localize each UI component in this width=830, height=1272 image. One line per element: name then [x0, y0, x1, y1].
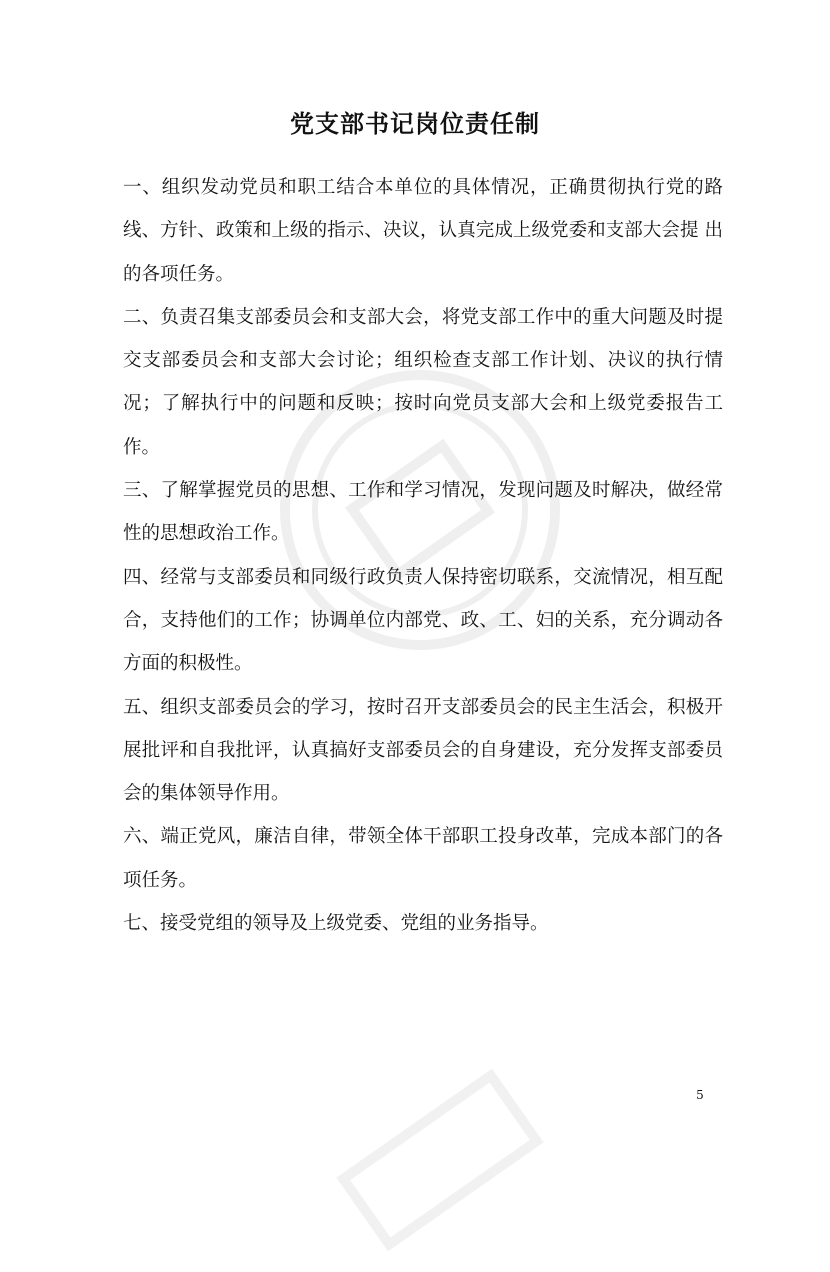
- paragraph-7: 七、接受党组的领导及上级党委、党组的业务指导。: [123, 913, 549, 935]
- paragraph-6: 六、端正党风，廉洁自律，带领全体干部职工投身改革，完成本部门的各项任务。: [123, 826, 723, 891]
- paragraph-2: 二、负责召集支部委员会和支部大会，将党支部工作中的重大问题及时提交支部委员会和支部大会讨论；组织检查支部工作计划、决议的执行情况；了解执行中的问题和反映；按时向党员支部大会和上级党委报告工作。: [123, 306, 723, 458]
- paragraph-1: 一、组织发动党员和职工结合本单位的具体情况，正确贯彻执行党的路线、方针、政策和上级的指示、决议，认真完成上级党委和支部大会提 出的各项任务。: [123, 177, 723, 285]
- paragraph-5: 五、组织支部委员会的学习，按时召开支部委员会的民主生活会，积极开展批评和自我批评，认真搞好支部委员会的自身建设，充分发挥支部委员会的集体领导作用。: [123, 696, 723, 805]
- paragraph-4: 四、经常与支部委员和同级行政负责人保持密切联系，交流情况，相互配合，支持他们的工作；协调单位内部党、政、工、妇的关系，充分调动各方面的积极性。: [123, 566, 723, 675]
- page-number: 5: [696, 1088, 704, 1102]
- document-title: 党支部书记岗位责任制: [290, 109, 540, 138]
- paragraph-3: 三、了解掌握党员的思想、工作和学习情况，发现问题及时解决，做经常性的思想政治工作。: [123, 480, 723, 545]
- watermark-fragment-icon: [315, 1048, 564, 1272]
- document-body: [123, 166, 723, 945]
